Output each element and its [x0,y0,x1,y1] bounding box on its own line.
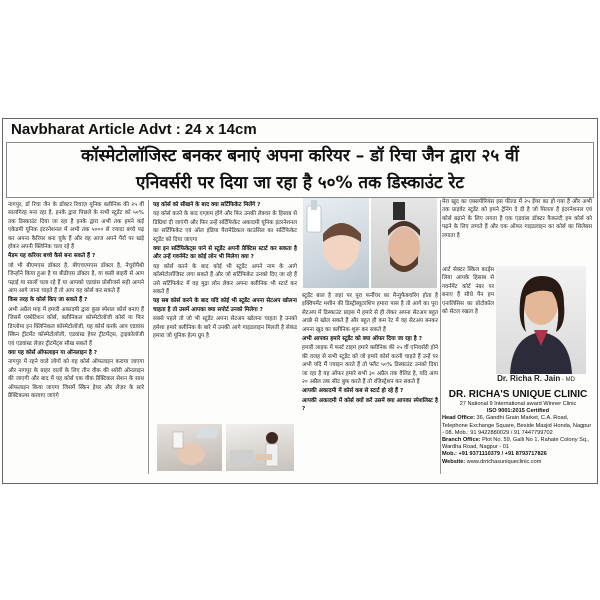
question-career: मैडम यह करियर बच्चे कैसे बना सकते हैं ? [8,253,96,260]
headline-line-2: एनिवर्सरी पर दिया जा रहा है ५०% तक डिस्काउंट रेट [136,173,464,193]
clinic-name: DR. RICHA'S UNIQUE CLINIC [448,389,588,400]
treatment-photo [157,424,222,471]
experience-paragraph: मेरा खुद का एक्सपीरियंस इस फील्ड में २५ ईयर का हो गया है और अभी तक प्राइवेट स्टूडेंट को हमने ट्रेनिंग दे दी है जो मिलता है इंटरनेशनल एवं कोर्स बढ़ाने के लिए लगता है एक एडवांस डॉक्टर फैकल्टी हम कोर्स को पढ़ने के लिए लगाते हैं और एक ऑफर गाइडलाइन का कोर्स का सिलेबस लगाता है [442,199,592,239]
article-column-3 [302,292,438,472]
question-practice-loan: क्या इन सर्टिफिकेट्स पाने से स्टूडेंट अपनी प्रैक्टिस स्टार्ट कर सकता है और उन्हें गवर्नमेंट का कोई लोन भी मिलेगा क्या ? [153,246,297,261]
man-facial-photo [371,198,437,288]
headline-line-1: कॉस्मेटोलॉजिस्ट बनकर बनाएं अपना करियर – डॉ रिचा जैन द्वारा २५ वीं [81,146,519,166]
headline-box [6,142,594,198]
doctor-name-text: Dr. Richa R. Jain [497,374,561,383]
mobile-text: +91 9371110379 / +91 8793717826 [458,451,547,458]
blank-top-area [0,0,600,118]
woman-facial-photo [303,198,369,288]
answer-setup-support: सबसे पहले तो जो भी स्टूडेंट अपना सेटअप खोलना चाहता है उनको हमेशा हमारे क्लीनिक के बारे में उनकी आगे गाइडलाइन मिलती है सेकंड हमारा जो यूनिक हेल्प ग्रुप है [153,316,297,340]
question-offer: अभी आपका हमारे स्टूडेंट को क्या ऑफर दिया जा रहा है ? [302,336,422,343]
answer-career: जो भी बीएमएस डॉक्टर है, बीएचएमएस डॉक्टर है, नेचुरोपैथी जिन्होंने किया हुआ है या बीडीएस डॉक्टर है, या कसी बाहरी से आप पढ़ाई या सालों चला रहे हैं या आपको एडवांस प्रोसीजर्स सही आपने आप आगे जाना चाहते हैं तो आप यह कोर्स कर सकते हैं [8,262,144,295]
clinic-website [442,459,594,466]
clinic-mobile [442,451,594,458]
head-office-text: 36, Gandhi Grain Market, C.A. Road, Telephone Exchange Square, Beside Masjid Honda, Nagpur - 08. Mob.: 91 9422880029 / 91 7447799702 [442,415,592,436]
question-certificates: यह कोर्स को सीखने के बाद क्या सर्टिफिकेट मिलेंगे ? [153,202,261,208]
question-start-date: आपकी अकादमी में कोर्स कब से स्टार्ट हो रहे हैं ? [302,388,404,395]
article-column-4 [442,198,592,266]
answer-practice-loan: यह कोर्स करने के बाद कोई भी स्टूडेंट अपने नाम के आगे कॉस्मेटोलॉजिस्ट लगा सकते हैं और जो सर्टिफिकेट उनको दिए जा रहे हैं उसे सर्टिफिकेट में वह मुद्रा लोन लेकर अपना क्लीनिक भी स्टार्ट कर सकते हैं [153,263,297,296]
answer-offline-online: नागपुर में रहने वाले लोगों को यह कोर्स ऑफलाइन कराया जाएगा और नागपुर के बाहर वालों के लिए तीन वीक की थ्योरी ऑनलाइन की जाएगी और बाद में यह कोर्स एक वीक प्रैक्टिकल सेशन के साथ ऑफलाइन किया जाएगा जिसमें स्किन हेयर और लेज़र के सारे प्रैक्टिकल्स करवाए जाएंगे [8,359,144,399]
mobile-label: Mob.: [442,451,457,458]
clinic-iso: ISO 9001:2015 Certified [486,408,550,415]
question-courses: किस तरह के कोर्स किए जा सकते हैं ? [8,297,88,304]
head-office [442,415,594,437]
question-setup-support: यह सब कोर्स करने के बाद यदि कोई भी स्टूडेंट अपना सेटअप खोलना चाहता है तो उसमें आपका क्या सपोर्ट उनको मिलेगा ? [153,298,297,313]
branch-office [442,437,594,451]
question-speciality: आपकी अकादमी में कोर्स क्यों करें उसमें क्या आपका स्पेशलिस्ट है ? [302,397,438,413]
head-office-label: Head Office: [442,415,475,422]
column-divider [148,200,149,474]
intro-paragraph: नागपुर, डॉ रिचा जैन के डॉक्टर रिचाज़ यूनिक क्लीनिक की २५ वीं सालगिरह मना रहा है, इनके द्वारा पिछले के सभी स्टूडेंट को ५०% तक डिस्काउंट दिया जा रहा है इनके द्वारा अभी तक हमने कई एकेडमी यूनिक इंटरनेशनल में अभी तक ५००० से ज्यादा बच्चे पढ़ कर अपना कैरियर बना चुके हैं और वह आज अपने पैरों पर खड़े होकर अपनी क्लिनिक चला रहे हैं [8,202,144,251]
website-label: Website: [442,458,466,465]
branch-office-label: Branch Office: [442,437,481,444]
clinic-practitioner-photo [226,424,294,471]
branch-office-text: Plot No. 59, Galli No 1, Rahate Colony Sq., Wardha Road, Nagpur - 01 [442,437,590,451]
answer-courses: अभी अप्रैल माह में हमारी अकादमी द्वारा कुछ स्पेशल कोर्स बनाए हैं जिसमें एस्थेटिशन कोर्स, क्लीनिकल कॉस्मेटोलॉजी कोर्स या फिर डिप्लोमा इन क्लिनिकल कॉस्मेटोलॉजी, यह कोर्स करके आप एडवांस स्किन ट्रीटमेंट कॉस्मेटोलॉजी, एडवांस्ड हेयर ट्रीटमेंट्स, ट्राइकोलॉजी एवं एडवांस्ड लेज़र ट्रीटमेंट्स सीख सकते हैं [8,306,144,347]
article-column-4-side [442,266,494,368]
doctor-degree: - MD [560,377,575,383]
article-column-2 [153,201,297,419]
advert-title: Navbharat Article Advt : 24 x 14cm [11,121,257,138]
answer-offer: हमारी लाइफ में फर्स्ट टाइम हमारे क्लीनिक की २५ वीं एनिवर्सरी होने की वजह से सभी स्टूडेंट को जो हमारे कोर्स करनी चाहते हैं उन्हें पर अभी यदि मैं ज्वाइन करते हैं तो फ्लैट ५०% डिस्काउंट उनको दिया जा रहा है यह ऑफर हमारे सभी ३० अप्रैल तक वैलिड है, यदि आप २० अप्रैल तक सीट बुक करते हैं तो रजिस्ट्रेशन कर सकते हैं [302,345,438,386]
question-offline-online: क्या यह कोर्स ऑफलाइन या ऑनलाइन है ? [8,349,98,356]
answer-certificates: यह कोर्स करने के बाद एग्ज़ाम होंगे और फिर उनकी लेक्चर के हिसाब से डिग्रियां दी जाएंगी और फिर उन्हें सर्टिफिकेट अकादमी यूनिक इंटरनेशनल का सर्टिफिकेट एवं ऑल इंडिया पैरामेडिकल काउंसिल का सर्टिफिकेट स्टूडेंट को दिया जाएगा [153,211,297,243]
setup-paragraph: स्टूडेंट बाल है जहां पर पूरा फर्नीचर का मैन्युफैक्चरिंग होता है इक्विपमेंट मशीन की डिस्ट्रीब्यूटरशिप हमारा पास है तो आगे का पूरा सेटअप में डिस्काउंट प्राइस में हमारे से ही लेकर अपना सेटअप बहुत अच्छे से खोल सकते हैं और बहुत ही कम रेट में वह सेटअप बनकर अपना खुद का क्लीनिक शुरू कर सकते हैं [302,293,438,333]
column-divider-right [440,200,441,474]
article-column-1 [8,201,144,474]
clinic-award: 27 National 9 International award Winner Clinic [459,401,577,407]
doctor-name [480,374,592,386]
doctor-photo [496,266,586,374]
side-paragraph: आर्ट सेक्टर स्किल कार्ड्स लिया आपके हिसाब से गवर्नमेंट कोर्ट नंबर पर बनाए हैं सीधे पैन हम एनालिसिस का प्रोटोकॉल को सेटल रखता है [442,267,494,316]
website-text: www.drrichasuniqueclinic.com [466,458,542,465]
clinic-details [442,389,594,477]
